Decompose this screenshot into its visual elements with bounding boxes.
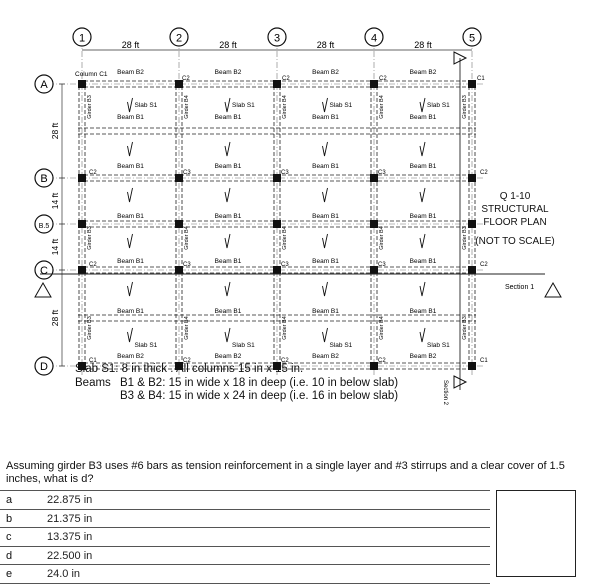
span-arrow: [225, 98, 230, 112]
grid-letter: B: [40, 173, 48, 185]
girder-label: Girder B4: [282, 316, 288, 340]
choice-e[interactable]: [0, 565, 490, 584]
span-arrow: [420, 188, 425, 202]
beam-b2-label: Beam B2: [409, 353, 437, 360]
choice-letter: c: [6, 531, 12, 544]
grid-letter: A: [40, 79, 48, 91]
span-arrow: [128, 142, 133, 156]
span-arrow: [323, 234, 328, 248]
column: [273, 80, 281, 88]
girder-label: Girder B4: [184, 95, 190, 119]
grid-number: 2: [175, 32, 183, 45]
column-type-label: C1: [480, 358, 488, 364]
beam-b2-label: Beam B2: [117, 69, 144, 76]
beam-b1-label: Beam B1: [409, 213, 437, 220]
left-dim-label: 14 ft: [50, 238, 60, 256]
slab-note: Slab S1: 8 in thick . All columns 15 in x 15 in.: [75, 363, 304, 375]
girder-label: Girder B3: [462, 95, 468, 119]
column: [175, 220, 183, 228]
span-arrow: [420, 282, 425, 296]
beam-b1-label: Beam B1: [409, 114, 437, 121]
girder-label: Girder B4: [379, 316, 385, 340]
column: [78, 266, 86, 274]
grid-number: 1: [78, 32, 86, 45]
girder-label: Girder B3: [87, 316, 93, 340]
girder-label: Girder B4: [184, 226, 190, 250]
column-type-label: C3: [281, 262, 289, 268]
choice-value: 21.375 in: [47, 512, 93, 525]
column-type-label: C2: [378, 358, 386, 364]
span-label: 28 ft: [121, 40, 140, 50]
column: [468, 362, 476, 370]
choice-d[interactable]: [0, 547, 490, 566]
girder-label: Girder B3: [87, 226, 93, 250]
column-type-label: C2: [282, 76, 290, 82]
column: [370, 220, 378, 228]
span-label: 28 ft: [414, 40, 432, 50]
beam-b1-label: Beam B1: [409, 163, 437, 170]
grid-number: 4: [370, 32, 378, 45]
span-arrow: [225, 234, 230, 248]
column-type-label: C2: [89, 170, 97, 176]
column: [468, 174, 476, 182]
span-label: 28 ft: [316, 40, 335, 50]
girder-label: Girder B3: [462, 316, 468, 340]
span-arrow: [128, 282, 133, 296]
choice-letter: d: [6, 549, 13, 562]
beam-b1-label: Beam B1: [214, 114, 242, 121]
beam-b1-label: Beam B1: [409, 308, 437, 315]
column: [175, 174, 183, 182]
beam-b2-label: Beam B2: [312, 353, 339, 360]
girder-label: Girder B4: [379, 226, 385, 250]
column-type-label: C3: [183, 262, 191, 268]
column-type-label: C3: [281, 170, 289, 176]
span-arrow: [128, 98, 133, 112]
beam-b1-label: Beam B1: [117, 163, 144, 170]
column-type-label: C2: [89, 262, 97, 268]
span-arrow: [225, 282, 230, 296]
beam-b1-label: Beam B1: [117, 114, 144, 121]
beam-b1-label: Beam B1: [214, 213, 242, 220]
beam-b2-label: Beam B2: [214, 353, 242, 360]
slab-s1-label: Slab S1: [427, 102, 450, 109]
span-arrow: [128, 234, 133, 248]
beam-b1-label: Beam B1: [312, 163, 339, 170]
slab-s1-label: Slab S1: [134, 102, 158, 109]
span-arrow: [225, 328, 230, 342]
grid-bubbles: [35, 28, 481, 375]
beam-b1-label: Beam B1: [214, 308, 242, 315]
span-arrow: [225, 142, 230, 156]
question-number: Q 1-10: [499, 191, 531, 202]
slab-s1-label: Slab S1: [329, 102, 353, 109]
column: [175, 266, 183, 274]
section-1-label: Section 1: [505, 284, 535, 291]
beam-b1-label: Beam B1: [312, 114, 339, 121]
not-to-scale-label: (NOT TO SCALE): [475, 236, 555, 247]
column-type-label: C2: [379, 76, 387, 82]
column: [468, 80, 476, 88]
column-type-label: C3: [183, 170, 191, 176]
span-arrow: [420, 328, 425, 342]
plan-title-line1: STRUCTURAL: [481, 204, 549, 215]
span-arrow: [420, 234, 425, 248]
girder-label: Girder B4: [184, 316, 190, 340]
section-1-left-marker: [35, 283, 51, 297]
column: [273, 174, 281, 182]
beam-b1-label: Beam B1: [117, 308, 144, 315]
beams-b1-b2-note: B1 & B2: 15 in wide x 18 in deep (i.e. 10 in below slab): [120, 377, 399, 389]
beam-b1-label: Beam B1: [214, 163, 242, 170]
choice-value: 13.375 in: [47, 531, 93, 544]
choice-a[interactable]: [0, 490, 490, 510]
grid-letter: C: [40, 265, 48, 277]
column-type-label: C1: [477, 76, 485, 82]
section-1-right-marker: [545, 283, 561, 297]
grid-number: 3: [273, 32, 281, 45]
column: [78, 174, 86, 182]
girder-label: Girder B3: [87, 95, 93, 119]
slab-s1-label: Slab S1: [232, 342, 255, 349]
left-dim-label: 28 ft: [50, 122, 60, 140]
grid-letter: D: [40, 361, 48, 373]
column-type-label: C2: [281, 358, 289, 364]
column-type-label: C2: [183, 358, 191, 364]
beam-b1-label: Beam B1: [312, 258, 339, 265]
beam-b2-label: Beam B2: [312, 69, 339, 76]
beam-b1-label: Beam B1: [117, 258, 144, 265]
choice-value: 24.0 in: [47, 568, 81, 581]
choice-value: 22.500 in: [47, 549, 93, 562]
left-dim-label: 28 ft: [50, 309, 60, 327]
section-2-label: Section 2: [442, 380, 448, 406]
column: [370, 266, 378, 274]
beam-b1-label: Beam B1: [312, 308, 339, 315]
beams-prefix: Beams: [75, 377, 111, 389]
span-arrow: [420, 142, 425, 156]
choice-letter: b: [6, 512, 13, 525]
grid-number: 5: [468, 32, 476, 45]
column-type-label: C1: [89, 358, 97, 364]
beam-b1-label: Beam B1: [214, 258, 242, 265]
dimensions: [50, 40, 472, 366]
span-arrow: [225, 188, 230, 202]
beam-b1-label: Beam B1: [312, 213, 339, 220]
column-type-label: C2: [182, 76, 190, 82]
column: [468, 266, 476, 274]
column-type-label: C3: [378, 170, 386, 176]
span-arrow: [323, 98, 328, 112]
choice-c[interactable]: [0, 528, 490, 547]
beams-b3-b4-note: B3 & B4: 15 in wide x 24 in deep (i.e. 16 in below slab): [120, 390, 399, 402]
column: [370, 80, 378, 88]
span-arrow: [420, 98, 425, 112]
span-arrow: [323, 282, 328, 296]
girder-label: Girder B4: [282, 226, 288, 250]
choice-letter: a: [6, 494, 13, 506]
plan-title-line2: FLOOR PLAN: [483, 217, 547, 228]
column-type-label: C2: [480, 262, 488, 268]
column: [370, 174, 378, 182]
grid-letter: B.5: [38, 223, 50, 230]
column-c1-label: Column C1: [75, 71, 108, 78]
slab-s1-label: Slab S1: [134, 342, 158, 349]
beam-b2-label: Beam B2: [409, 69, 437, 76]
slab-s1-label: Slab S1: [329, 342, 353, 349]
span-arrow: [323, 142, 328, 156]
column: [273, 266, 281, 274]
span-arrow: [128, 188, 133, 202]
column: [78, 220, 86, 228]
span-label: 28 ft: [219, 40, 237, 50]
slab-s1-label: Slab S1: [232, 102, 255, 109]
choice-b[interactable]: [0, 510, 490, 529]
choice-value: 22.875 in: [47, 494, 93, 506]
left-dim-label: 14 ft: [50, 192, 60, 210]
answer-choices: [0, 490, 490, 584]
answer-box[interactable]: [496, 490, 576, 577]
member-labels: [75, 69, 488, 364]
beam-b2-label: Beam B2: [117, 353, 144, 360]
column: [78, 80, 86, 88]
column-type-label: C3: [378, 262, 386, 268]
question-text: Assuming girder B3 uses #6 bars as tension reinforcement in a single layer and #3 stirrups and a clear cover of 1.5 inches, what is d?: [6, 460, 565, 485]
slab-s1-label: Slab S1: [427, 342, 450, 349]
choice-letter: e: [6, 568, 13, 581]
column: [273, 220, 281, 228]
beam-b1-label: Beam B1: [409, 258, 437, 265]
beam-b1-label: Beam B1: [117, 213, 144, 220]
girder-label: Girder B4: [379, 95, 385, 119]
column-type-label: C2: [480, 170, 488, 176]
span-arrow: [323, 328, 328, 342]
girder-label: Girder B4: [282, 95, 288, 119]
span-arrow: [323, 188, 328, 202]
grid-lines: [48, 40, 485, 375]
column: [370, 362, 378, 370]
beam-b2-label: Beam B2: [214, 69, 242, 76]
girder-label: Girder B3: [462, 226, 468, 250]
span-arrow: [128, 328, 133, 342]
